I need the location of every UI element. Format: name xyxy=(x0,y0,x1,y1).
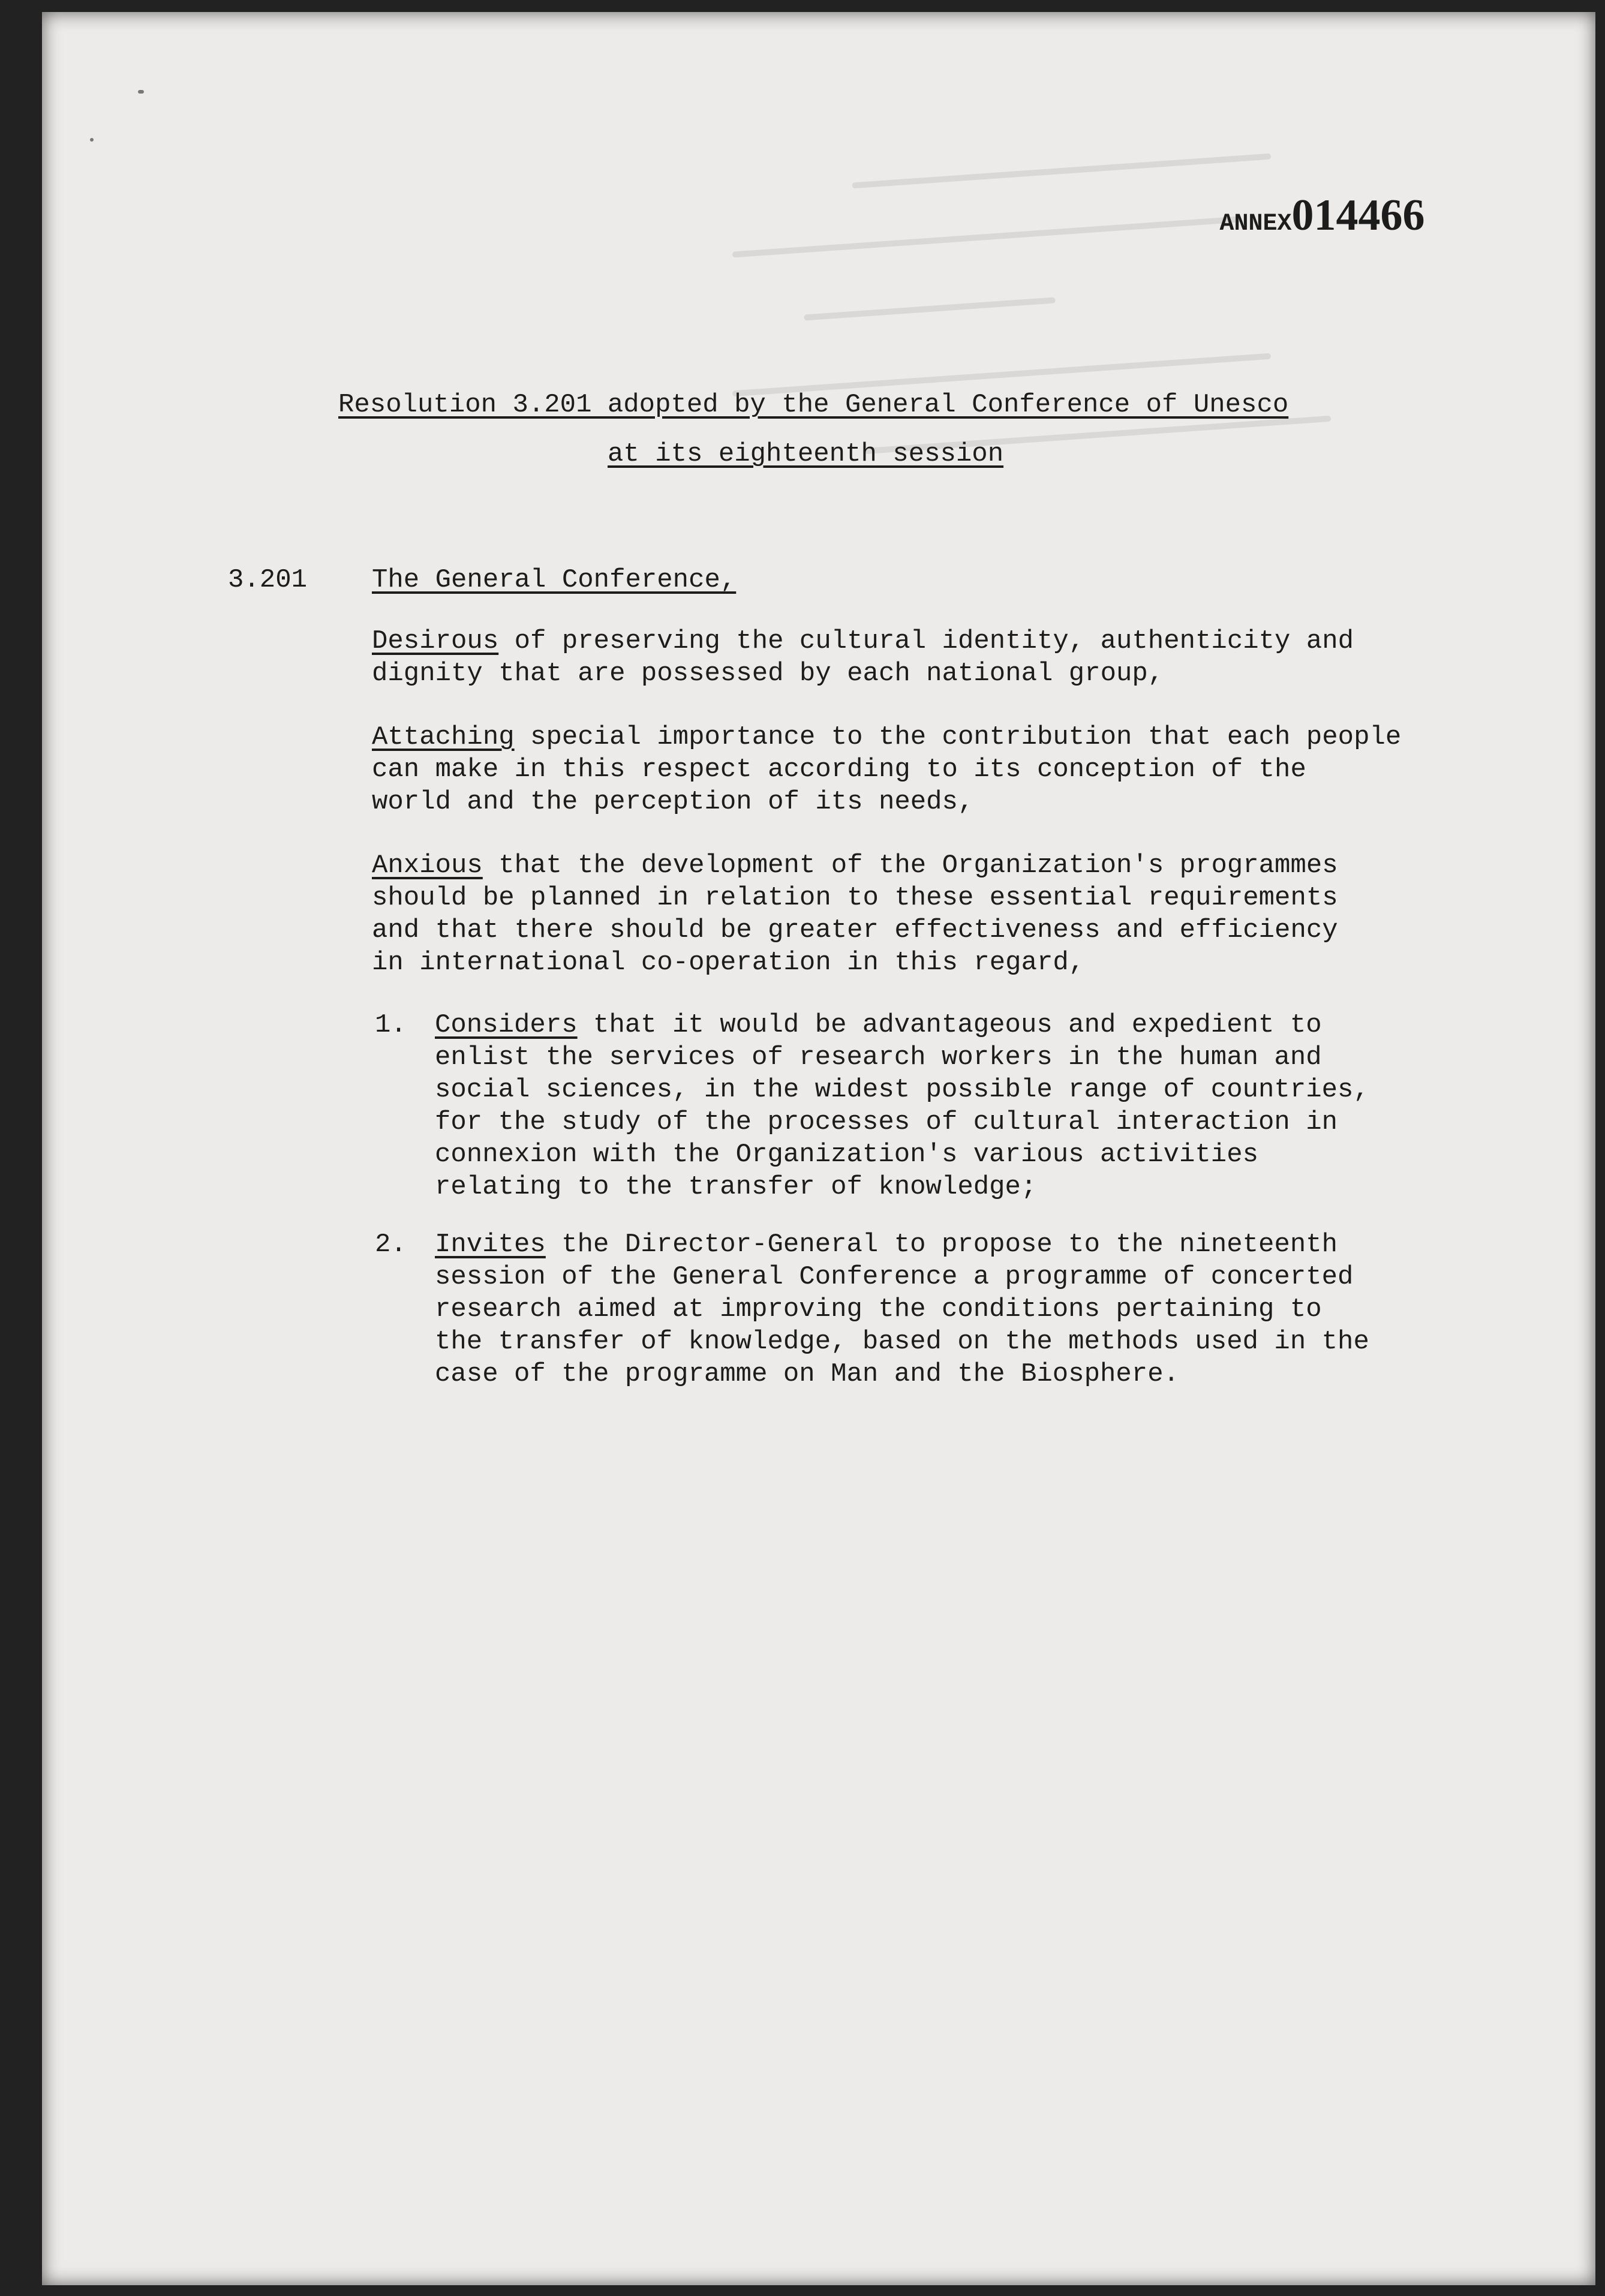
operative-line: case of the programme on Man and the Biosphere. xyxy=(435,1359,1180,1389)
preamble-text: that the development of the Organization's programmes xyxy=(482,851,1338,880)
resolution-heading: The General Conference, xyxy=(372,565,737,595)
preamble-line: dignity that are possessed by each national group, xyxy=(372,659,1164,689)
scan-speck xyxy=(90,138,94,142)
title-line-2: at its eighteenth session xyxy=(608,439,1004,469)
operative-keyword: Considers xyxy=(435,1010,578,1040)
preamble-line xyxy=(372,721,1401,753)
operative-number: 1. xyxy=(375,1010,407,1040)
operative-number: 2. xyxy=(375,1230,407,1260)
operative-keyword: Invites xyxy=(435,1230,546,1260)
preamble-text: of preserving the cultural identity, authenticity and xyxy=(498,626,1354,656)
preamble-line xyxy=(372,625,1354,657)
preamble-paragraph xyxy=(372,849,1338,979)
operative-line: for the study of the processes of cultural interaction in xyxy=(435,1107,1338,1137)
operative-line xyxy=(435,1228,1369,1261)
document-sheet xyxy=(42,12,1595,2285)
operative-line: enlist the services of research workers in the human and xyxy=(435,1042,1322,1072)
preamble-paragraph xyxy=(372,625,1354,690)
preamble-line xyxy=(372,849,1338,882)
preamble-line: and that there should be greater effectiveness and efficiency xyxy=(372,915,1338,945)
operative-line: the transfer of knowledge, based on the methods used in the xyxy=(435,1327,1369,1357)
preamble-line: world and the perception of its needs, xyxy=(372,787,974,817)
resolution-number: 3.201 xyxy=(228,565,308,595)
preamble-keyword: Anxious xyxy=(372,851,483,880)
operative-line: session of the General Conference a programme of concerted xyxy=(435,1262,1354,1292)
preamble-keyword: Desirous xyxy=(372,626,499,656)
operative-line xyxy=(435,1009,1369,1041)
operative-line: social sciences, in the widest possible range of countries, xyxy=(435,1075,1369,1105)
preamble-line: in international co-operation in this regard, xyxy=(372,948,1085,978)
preamble-keyword: Attaching xyxy=(372,722,515,752)
operative-line: research aimed at improving the conditions pertaining to xyxy=(435,1294,1322,1324)
scan-speck xyxy=(138,90,144,94)
operative-text: the Director-General to propose to the nineteenth xyxy=(545,1230,1338,1260)
operative-paragraph xyxy=(375,1228,1369,1390)
operative-line: connexion with the Organization's various activities xyxy=(435,1140,1259,1170)
operative-line: relating to the transfer of knowledge; xyxy=(435,1172,1037,1202)
preamble-line: can make in this respect according to its conception of the xyxy=(372,755,1306,785)
annex-prefix: ANNEX xyxy=(1219,211,1292,238)
annex-number: 014466 xyxy=(1291,191,1425,240)
preamble-paragraph xyxy=(372,721,1401,818)
annex-stamp xyxy=(1125,167,1424,273)
title-line-1: Resolution 3.201 adopted by the General Conference of Unesco xyxy=(338,390,1289,420)
preamble-text: special importance to the contribution that each people xyxy=(514,722,1402,752)
preamble-line: should be planned in relation to these essential requirements xyxy=(372,883,1338,913)
operative-text: that it would be advantageous and expedient to xyxy=(577,1010,1322,1040)
operative-paragraph xyxy=(375,1009,1369,1203)
